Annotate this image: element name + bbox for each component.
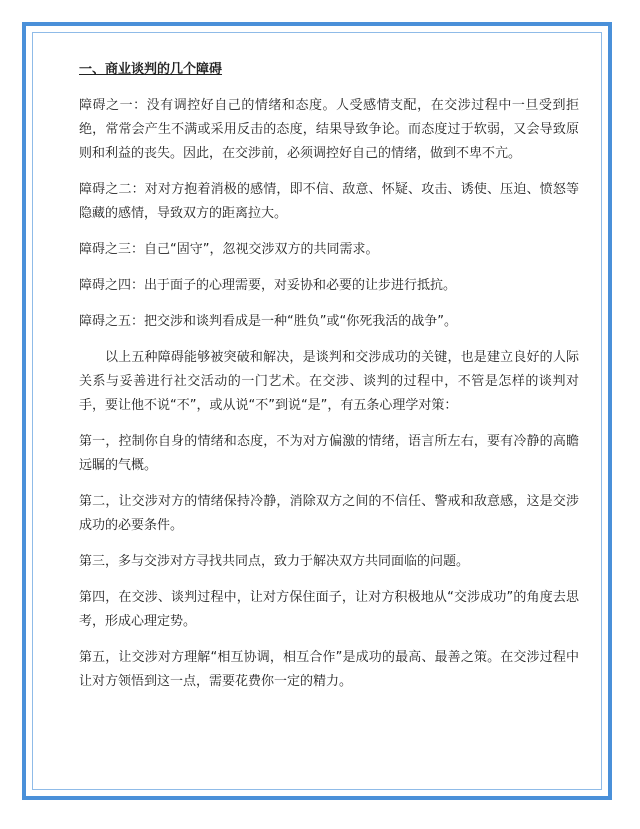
- obstacle-4: 障碍之四：出于面子的心理需要，对妥协和必要的让步进行抵抗。: [79, 278, 457, 293]
- obstacle-2: 障碍之二：对对方抱着消极的感情，即不信、敌意、怀疑、攻击、诱使、压迫、愤怒等隐藏的感情，导致双方的距离拉大。: [79, 182, 579, 221]
- strategy-3: 第三，多与交涉对方寻找共同点，致力于解决双方共同面临的问题。: [79, 554, 470, 569]
- obstacle-5: 障碍之五：把交涉和谈判看成是一种“胜负”或“你死我活的战争”。: [79, 314, 457, 329]
- strategy-5: 第五，让交涉对方理解“相互协调，相互合作”是成功的最高、最善之策。在交涉过程中让对方领悟到这一点，需要花费你一定的精力。: [79, 650, 579, 689]
- obstacle-1: 障碍之一：没有调控好自己的情绪和态度。人受感情支配，在交涉过程中一旦受到拒绝，常常会产生不满或采用反击的态度，结果导致争论。而态度过于软弱，又会导致原则和利益的丧失。因此，在交涉前，必须调控好自己的情绪，做到不卑不亢。: [79, 98, 579, 161]
- strategy-4: 第四，在交涉、谈判过程中，让对方保住面子，让对方积极地从“交涉成功”的角度去思考，形成心理定势。: [79, 590, 579, 629]
- summary-paragraph: 以上五种障碍能够被突破和解决，是谈判和交涉成功的关键，也是建立良好的人际关系与妥善进行社交活动的一门艺术。在交涉、谈判的过程中，不管是怎样的谈判对手，要让他不说“不”，或从说“不”到说“是”，有五条心理学对策：: [79, 350, 579, 413]
- document-body: [79, 58, 579, 706]
- obstacle-3: 障碍之三：自己“固守”，忽视交涉双方的共同需求。: [79, 242, 379, 257]
- strategy-2: 第二，让交涉对方的情绪保持冷静，消除双方之间的不信任、警戒和敌意感，这是交涉成功的必要条件。: [79, 494, 579, 533]
- section-title: 一、商业谈判的几个障碍: [79, 62, 223, 77]
- strategy-1: 第一，控制你自身的情绪和态度，不为对方偏激的情绪，语言所左右，要有冷静的高瞻远瞩的气概。: [79, 434, 579, 473]
